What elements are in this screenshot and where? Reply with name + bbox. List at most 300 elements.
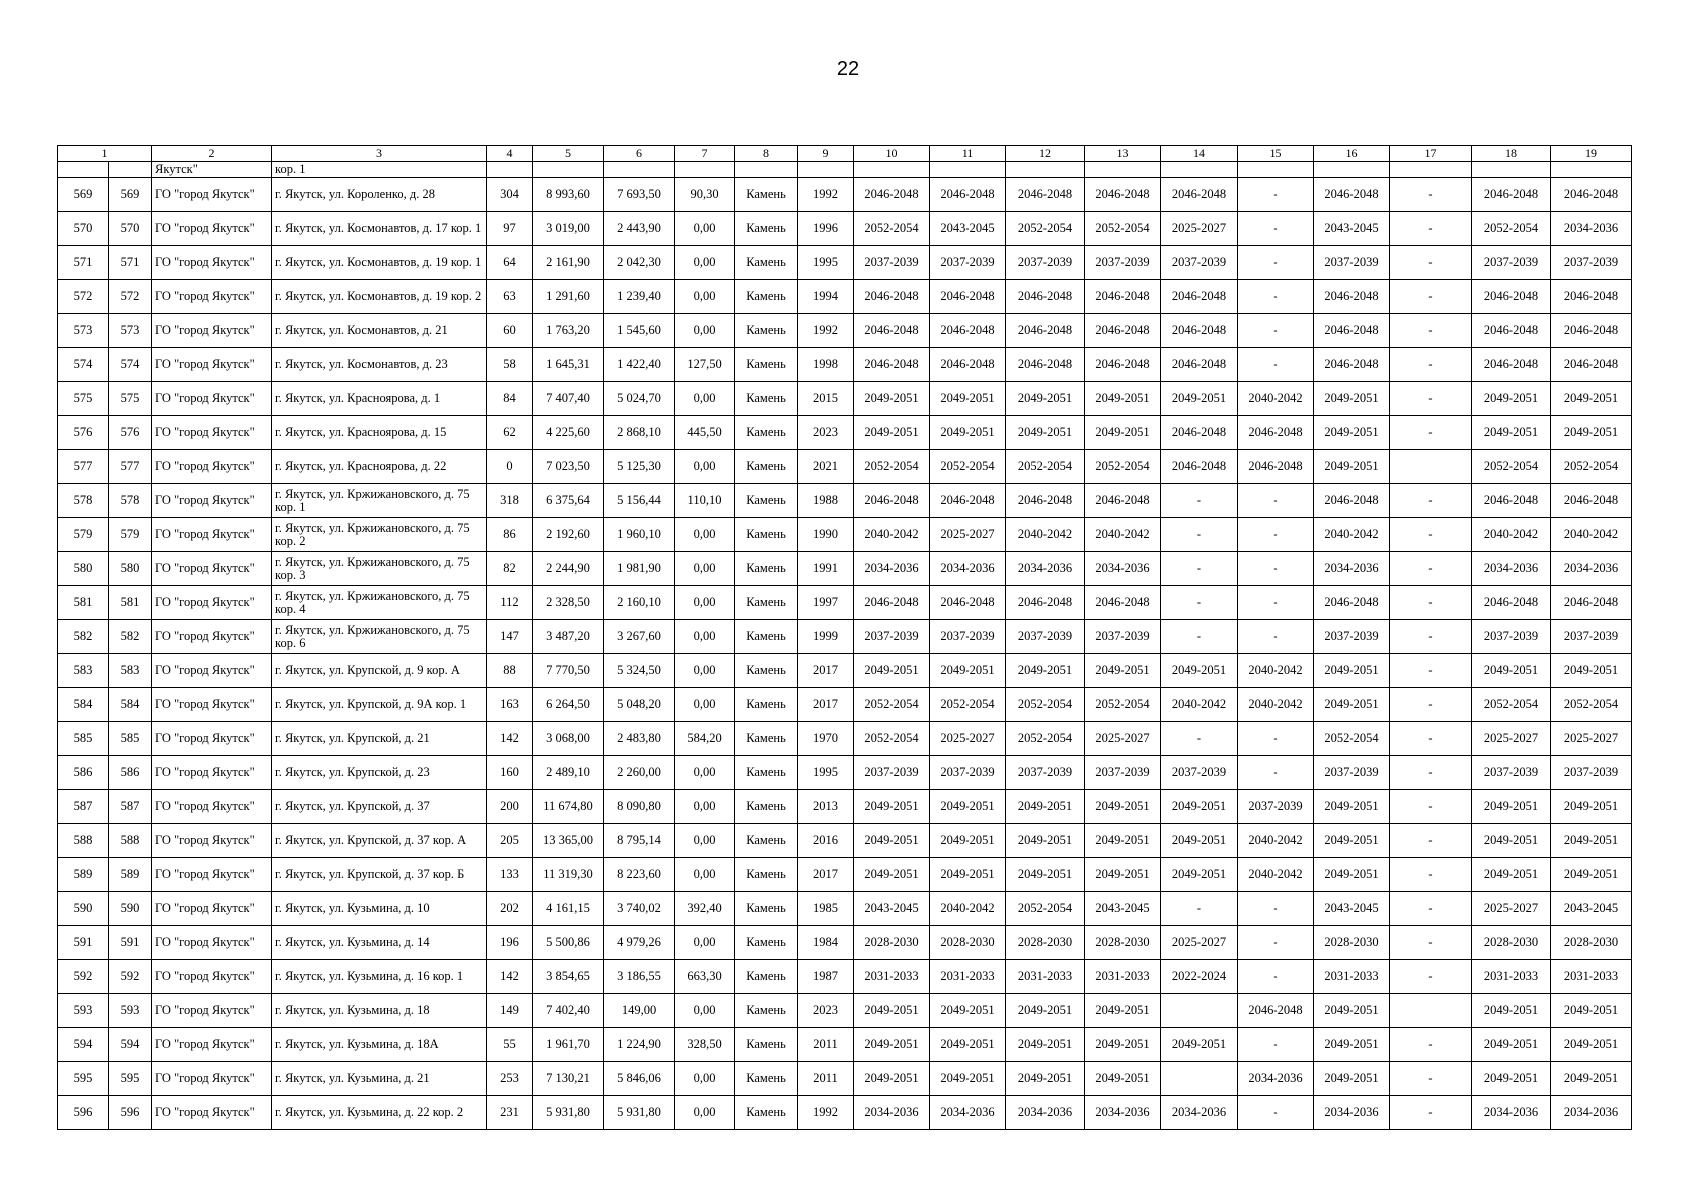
table-cell: 3 019,00: [533, 212, 604, 246]
table-cell: 2040-2042: [854, 518, 930, 552]
table-cell: 1 239,40: [604, 280, 675, 314]
table-row: [58, 654, 1632, 688]
table-cell: 2052-2054: [1551, 450, 1632, 484]
table-cell: г. Якутск, ул. Кржижановского, д. 75 кор. 1: [272, 484, 487, 518]
table-cell: 2049-2051: [1161, 654, 1238, 688]
table-cell: 2046-2048: [1314, 178, 1390, 212]
table-cell: -: [1238, 552, 1314, 586]
table-cell: 149: [487, 994, 533, 1028]
table-row: [58, 790, 1632, 824]
table-cell: 0,00: [675, 382, 735, 416]
table-cell: 2040-2042: [1551, 518, 1632, 552]
table-cell: г. Якутск, ул. Кржижановского, д. 75 кор. 6: [272, 620, 487, 654]
table-cell: 392,40: [675, 892, 735, 926]
table-cell: 2034-2036: [1314, 1096, 1390, 1130]
table-cell: ГО "город Якутск": [152, 484, 272, 518]
table-cell: 580: [58, 552, 109, 586]
column-number-cell: 11: [930, 146, 1006, 162]
table-cell: г. Якутск, ул. Кузьмина, д. 18: [272, 994, 487, 1028]
table-cell: 0,00: [675, 552, 735, 586]
table-cell: 5 125,30: [604, 450, 675, 484]
table-cell: 2052-2054: [1006, 722, 1085, 756]
column-number-cell: 1: [58, 146, 152, 162]
table-cell: 2049-2051: [1472, 790, 1551, 824]
table-cell: г. Якутск, ул. Кржижановского, д. 75 кор. 2: [272, 518, 487, 552]
table-cell: г. Якутск, ул. Крупской, д. 37 кор. Б: [272, 858, 487, 892]
table-cell: 2049-2051: [1551, 382, 1632, 416]
table-cell: 2037-2039: [1551, 246, 1632, 280]
column-number-cell: 2: [152, 146, 272, 162]
table-cell: 0,00: [675, 654, 735, 688]
table-cell: 2037-2039: [1314, 246, 1390, 280]
table-cell: 576: [109, 416, 152, 450]
table-row: [58, 416, 1632, 450]
table-cell: 2052-2054: [1472, 212, 1551, 246]
table-cell: 574: [58, 348, 109, 382]
table-row: [58, 382, 1632, 416]
table-cell: [798, 162, 854, 178]
table-cell: 582: [109, 620, 152, 654]
table-cell: 7 770,50: [533, 654, 604, 688]
table-cell: 2046-2048: [1006, 280, 1085, 314]
column-number-cell: 4: [487, 146, 533, 162]
table-cell: 1 224,90: [604, 1028, 675, 1062]
table-cell: 445,50: [675, 416, 735, 450]
table-cell: 2049-2051: [1472, 654, 1551, 688]
table-cell: 2049-2051: [1551, 858, 1632, 892]
table-cell: 2049-2051: [1085, 416, 1161, 450]
table-cell: 2049-2051: [854, 790, 930, 824]
table-cell: 571: [58, 246, 109, 280]
table-cell: [1085, 162, 1161, 178]
table-cell: ГО "город Якутск": [152, 586, 272, 620]
table-row: [58, 858, 1632, 892]
table-cell: 2046-2048: [1472, 178, 1551, 212]
table-cell: 2021: [798, 450, 854, 484]
table-cell: ГО "город Якутск": [152, 518, 272, 552]
table-row: [58, 756, 1632, 790]
table-cell: г. Якутск, ул. Красноярова, д. 15: [272, 416, 487, 450]
table-cell: 575: [58, 382, 109, 416]
table-cell: 2037-2039: [1238, 790, 1314, 824]
table-cell: 2037-2039: [930, 620, 1006, 654]
table-cell: [533, 162, 604, 178]
table-cell: 586: [58, 756, 109, 790]
table-cell: ГО "город Якутск": [152, 790, 272, 824]
table-cell: 2040-2042: [1085, 518, 1161, 552]
table-cell: 133: [487, 858, 533, 892]
table-cell: 2028-2030: [1551, 926, 1632, 960]
table-cell: 5 931,80: [604, 1096, 675, 1130]
table-row: [58, 212, 1632, 246]
column-number-cell: 16: [1314, 146, 1390, 162]
table-cell: 2023: [798, 416, 854, 450]
table-cell: 2046-2048: [930, 314, 1006, 348]
table-cell: 573: [109, 314, 152, 348]
table-cell: -: [1238, 518, 1314, 552]
table-cell: 0,00: [675, 212, 735, 246]
table-cell: 8 795,14: [604, 824, 675, 858]
table-cell: 2046-2048: [930, 178, 1006, 212]
table-row: [58, 1028, 1632, 1062]
table-cell: 0,00: [675, 926, 735, 960]
table-cell: 55: [487, 1028, 533, 1062]
table-cell: 590: [58, 892, 109, 926]
table-cell: 2046-2048: [1006, 314, 1085, 348]
table-cell: 2025-2027: [1085, 722, 1161, 756]
table-cell: 2046-2048: [1085, 484, 1161, 518]
table-cell: 1990: [798, 518, 854, 552]
table-cell: 2040-2042: [1238, 654, 1314, 688]
table-cell: 88: [487, 654, 533, 688]
table-cell: г. Якутск, ул. Крупской, д. 9 кор. А: [272, 654, 487, 688]
table-cell: ГО "город Якутск": [152, 450, 272, 484]
table-cell: 595: [58, 1062, 109, 1096]
table-cell: 1 960,10: [604, 518, 675, 552]
table-cell: -: [1238, 212, 1314, 246]
table-cell: -: [1390, 552, 1472, 586]
table-cell: 2046-2048: [1314, 586, 1390, 620]
table-cell: 1997: [798, 586, 854, 620]
table-cell: ГО "город Якутск": [152, 1028, 272, 1062]
table-cell: -: [1238, 722, 1314, 756]
table-body: [58, 146, 1632, 1130]
table-cell: 2049-2051: [854, 382, 930, 416]
table-cell: 2049-2051: [930, 382, 1006, 416]
table-cell: 5 500,86: [533, 926, 604, 960]
table-cell: г. Якутск, ул. Кузьмина, д. 22 кор. 2: [272, 1096, 487, 1130]
table-cell: г. Якутск, ул. Кузьмина, д. 14: [272, 926, 487, 960]
table-cell: 2046-2048: [1085, 586, 1161, 620]
table-cell: -: [1238, 1028, 1314, 1062]
table-cell: 2049-2051: [1314, 1062, 1390, 1096]
table-cell: 2049-2051: [1006, 416, 1085, 450]
table-row: [58, 518, 1632, 552]
table-cell: [58, 162, 109, 178]
table-cell: 580: [109, 552, 152, 586]
table-cell: г. Якутск, ул. Космонавтов, д. 21: [272, 314, 487, 348]
table-cell: 2052-2054: [1551, 688, 1632, 722]
table-cell: 587: [58, 790, 109, 824]
table-cell: 2052-2054: [1006, 892, 1085, 926]
table-cell: -: [1161, 586, 1238, 620]
table-cell: 570: [58, 212, 109, 246]
table-cell: 2037-2039: [1006, 756, 1085, 790]
table-cell: 2037-2039: [1314, 756, 1390, 790]
table-cell: 2037-2039: [854, 756, 930, 790]
table-cell: -: [1390, 824, 1472, 858]
table-cell: 663,30: [675, 960, 735, 994]
table-cell: 2052-2054: [1085, 450, 1161, 484]
table-cell: 2046-2048: [1085, 348, 1161, 382]
table-cell: -: [1390, 688, 1472, 722]
table-cell: 2025-2027: [1161, 926, 1238, 960]
table-cell: 3 186,55: [604, 960, 675, 994]
table-cell: 2046-2048: [1472, 348, 1551, 382]
table-cell: 581: [109, 586, 152, 620]
table-cell: 2046-2048: [1238, 416, 1314, 450]
table-cell: 2049-2051: [1006, 858, 1085, 892]
table-cell: 579: [109, 518, 152, 552]
table-cell: 2049-2051: [1314, 994, 1390, 1028]
table-cell: 2043-2045: [854, 892, 930, 926]
table-cell: -: [1390, 484, 1472, 518]
table-cell: 2034-2036: [1314, 552, 1390, 586]
table-cell: 2046-2048: [1161, 178, 1238, 212]
table-cell: 596: [58, 1096, 109, 1130]
table-cell: 594: [58, 1028, 109, 1062]
table-cell: 1 981,90: [604, 552, 675, 586]
table-cell: 2037-2039: [1472, 620, 1551, 654]
table-cell: Камень: [735, 790, 798, 824]
table-cell: 5 324,50: [604, 654, 675, 688]
table-cell: 2034-2036: [854, 1096, 930, 1130]
table-row: [58, 926, 1632, 960]
table-cell: 2028-2030: [1472, 926, 1551, 960]
table-cell: Камень: [735, 620, 798, 654]
table-cell: ГО "город Якутск": [152, 348, 272, 382]
table-cell: 2 192,60: [533, 518, 604, 552]
table-cell: ГО "город Якутск": [152, 654, 272, 688]
table-cell: 570: [109, 212, 152, 246]
table-cell: 2043-2045: [930, 212, 1006, 246]
table-cell: 2049-2051: [1472, 416, 1551, 450]
table-cell: ГО "город Якутск": [152, 620, 272, 654]
table-cell: -: [1390, 518, 1472, 552]
table-cell: -: [1161, 518, 1238, 552]
table-cell: 2049-2051: [854, 994, 930, 1028]
table-cell: 60: [487, 314, 533, 348]
table-cell: 112: [487, 586, 533, 620]
table-cell: -: [1390, 416, 1472, 450]
table-cell: 2049-2051: [1551, 1062, 1632, 1096]
table-cell: 2049-2051: [1551, 416, 1632, 450]
table-cell: 1992: [798, 178, 854, 212]
table-cell: 2025-2027: [1551, 722, 1632, 756]
table-cell: 2025-2027: [930, 722, 1006, 756]
table-cell: 3 740,02: [604, 892, 675, 926]
table-cell: 584,20: [675, 722, 735, 756]
table-cell: -: [1390, 790, 1472, 824]
table-row: [58, 484, 1632, 518]
table-cell: -: [1390, 926, 1472, 960]
table-cell: -: [1390, 960, 1472, 994]
table-row: [58, 552, 1632, 586]
table-cell: 2049-2051: [1472, 1062, 1551, 1096]
table-cell: 2049-2051: [1314, 416, 1390, 450]
table-cell: [1161, 162, 1238, 178]
table-cell: 582: [58, 620, 109, 654]
table-cell: -: [1238, 178, 1314, 212]
table-cell: г. Якутск, ул. Кузьмина, д. 21: [272, 1062, 487, 1096]
table-cell: г. Якутск, ул. Кржижановского, д. 75 кор. 4: [272, 586, 487, 620]
table-cell: Камень: [735, 1096, 798, 1130]
table-cell: ГО "город Якутск": [152, 314, 272, 348]
table-cell: -: [1390, 178, 1472, 212]
table-cell: 2046-2048: [1551, 586, 1632, 620]
table-cell: ГО "город Якутск": [152, 178, 272, 212]
table-cell: 0,00: [675, 858, 735, 892]
table-cell: 0,00: [675, 314, 735, 348]
table-cell: 5 048,20: [604, 688, 675, 722]
page-number: 22: [836, 58, 860, 80]
table-cell: [109, 162, 152, 178]
table-cell: 2049-2051: [1161, 790, 1238, 824]
table-cell: 1994: [798, 280, 854, 314]
table-cell: 4 161,15: [533, 892, 604, 926]
table-cell: -: [1238, 314, 1314, 348]
table-cell: 5 846,06: [604, 1062, 675, 1096]
table-row: [58, 722, 1632, 756]
table-cell: 2028-2030: [1006, 926, 1085, 960]
table-cell: ГО "город Якутск": [152, 722, 272, 756]
table-cell: 0: [487, 450, 533, 484]
table-row: [58, 314, 1632, 348]
table-cell: 4 225,60: [533, 416, 604, 450]
table-cell: 2049-2051: [1006, 790, 1085, 824]
table-cell: 2 244,90: [533, 552, 604, 586]
table-cell: 573: [58, 314, 109, 348]
table-cell: [1161, 994, 1238, 1028]
table-cell: 2049-2051: [1085, 790, 1161, 824]
table-cell: 2034-2036: [1161, 1096, 1238, 1130]
table-cell: 2049-2051: [930, 1028, 1006, 1062]
table-cell: 584: [109, 688, 152, 722]
column-number-cell: 6: [604, 146, 675, 162]
table-cell: 2052-2054: [1006, 688, 1085, 722]
table-cell: 7 693,50: [604, 178, 675, 212]
table-cell: Камень: [735, 994, 798, 1028]
table-cell: -: [1238, 756, 1314, 790]
table-cell: 0,00: [675, 1062, 735, 1096]
table-cell: 2028-2030: [854, 926, 930, 960]
table-cell: ГО "город Якутск": [152, 926, 272, 960]
table-cell: 2049-2051: [930, 858, 1006, 892]
table-cell: 7 402,40: [533, 994, 604, 1028]
table-cell: 2049-2051: [1085, 994, 1161, 1028]
table-cell: 0,00: [675, 688, 735, 722]
table-cell: 110,10: [675, 484, 735, 518]
table-cell: 3 487,20: [533, 620, 604, 654]
table-cell: 2037-2039: [1006, 620, 1085, 654]
table-cell: 2031-2033: [854, 960, 930, 994]
table-cell: 90,30: [675, 178, 735, 212]
table-cell: -: [1161, 620, 1238, 654]
table-cell: 572: [58, 280, 109, 314]
table-cell: 3 267,60: [604, 620, 675, 654]
column-number-cell: 13: [1085, 146, 1161, 162]
table-cell: 2031-2033: [1551, 960, 1632, 994]
table-cell: 163: [487, 688, 533, 722]
table-row: [58, 450, 1632, 484]
table-cell: ГО "город Якутск": [152, 246, 272, 280]
table-cell: -: [1238, 280, 1314, 314]
table-cell: 2034-2036: [1085, 1096, 1161, 1130]
table-cell: 2037-2039: [1085, 620, 1161, 654]
table-cell: 589: [58, 858, 109, 892]
table-cell: 2049-2051: [1472, 994, 1551, 1028]
table-cell: Камень: [735, 484, 798, 518]
table-cell: 2046-2048: [1161, 416, 1238, 450]
table-cell: 200: [487, 790, 533, 824]
table-cell: 2037-2039: [854, 620, 930, 654]
table-cell: 2049-2051: [930, 654, 1006, 688]
table-cell: 2037-2039: [930, 756, 1006, 790]
table-cell: 2046-2048: [1006, 348, 1085, 382]
table-cell: 6 264,50: [533, 688, 604, 722]
table-cell: 2034-2036: [1472, 1096, 1551, 1130]
column-number-cell: 8: [735, 146, 798, 162]
table-cell: 591: [109, 926, 152, 960]
table-cell: 2031-2033: [1472, 960, 1551, 994]
column-number-cell: 12: [1006, 146, 1085, 162]
table-cell: 0,00: [675, 756, 735, 790]
table-cell: -: [1161, 552, 1238, 586]
table-cell: 0,00: [675, 586, 735, 620]
table-cell: 2031-2033: [1006, 960, 1085, 994]
table-cell: 1998: [798, 348, 854, 382]
table-cell: Камень: [735, 518, 798, 552]
table-cell: 0,00: [675, 246, 735, 280]
table-cell: 2037-2039: [1085, 756, 1161, 790]
table-cell: 2049-2051: [930, 994, 1006, 1028]
table-cell: 2046-2048: [930, 348, 1006, 382]
table-cell: 2 328,50: [533, 586, 604, 620]
table-cell: 13 365,00: [533, 824, 604, 858]
table-cell: 82: [487, 552, 533, 586]
table-row: [58, 280, 1632, 314]
column-number-cell: 9: [798, 146, 854, 162]
table-cell: 1995: [798, 756, 854, 790]
table-cell: 0,00: [675, 790, 735, 824]
column-number-cell: 7: [675, 146, 735, 162]
table-cell: Камень: [735, 1062, 798, 1096]
table-cell: 2 161,90: [533, 246, 604, 280]
table-cell: 595: [109, 1062, 152, 1096]
table-cell: 2049-2051: [1314, 688, 1390, 722]
table-cell: 589: [109, 858, 152, 892]
table-cell: Камень: [735, 654, 798, 688]
table-cell: -: [1390, 1096, 1472, 1130]
table-cell: 7 130,21: [533, 1062, 604, 1096]
table-cell: 8 993,60: [533, 178, 604, 212]
table-cell: 2049-2051: [1551, 1028, 1632, 1062]
table-cell: 2049-2051: [854, 1028, 930, 1062]
table-cell: 594: [109, 1028, 152, 1062]
table-cell: Камень: [735, 756, 798, 790]
table-cell: Камень: [735, 722, 798, 756]
table-cell: 572: [109, 280, 152, 314]
table-cell: Камень: [735, 892, 798, 926]
table-cell: -: [1390, 586, 1472, 620]
table-cell: [1390, 450, 1472, 484]
table-cell: 328,50: [675, 1028, 735, 1062]
table-cell: 2022-2024: [1161, 960, 1238, 994]
table-cell: 149,00: [604, 994, 675, 1028]
table-cell: 575: [109, 382, 152, 416]
table-cell: 578: [109, 484, 152, 518]
table-cell: 142: [487, 960, 533, 994]
table-cell: 2052-2054: [1085, 212, 1161, 246]
table-cell: 2 483,80: [604, 722, 675, 756]
table-cell: 2034-2036: [1006, 1096, 1085, 1130]
table-cell: 2011: [798, 1062, 854, 1096]
column-number-row: [58, 146, 1632, 162]
table-cell: 2049-2051: [1006, 824, 1085, 858]
table-cell: 2040-2042: [1238, 858, 1314, 892]
table-cell: 2037-2039: [930, 246, 1006, 280]
table-cell: 202: [487, 892, 533, 926]
